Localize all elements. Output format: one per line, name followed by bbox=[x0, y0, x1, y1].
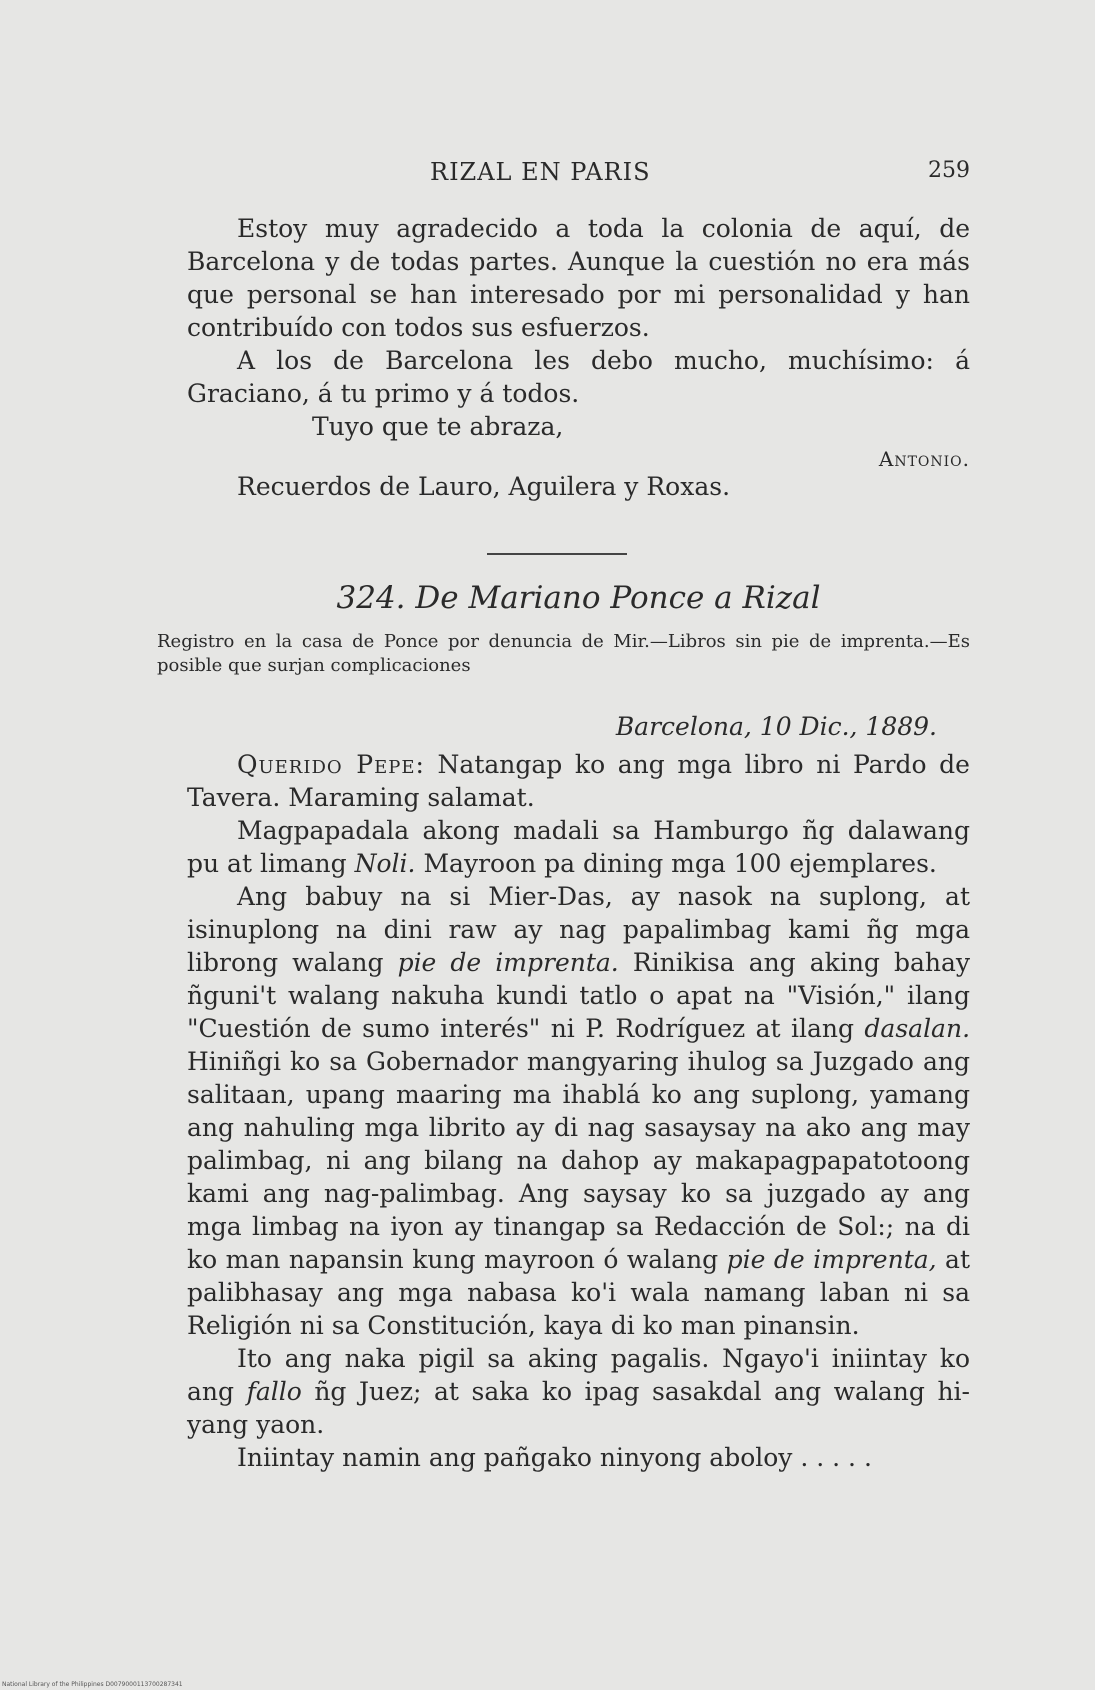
paragraph: Iniintay namin ang pañgako ninyong aboloy . . . . . bbox=[237, 1443, 872, 1472]
paragraph: A los de Barcelona les debo mucho, muchísimo: á Graciano, á tu primo y á todos. bbox=[187, 346, 970, 408]
letter-end bbox=[187, 212, 970, 503]
letter-body bbox=[187, 748, 970, 1474]
scan-credit: National Library of the Philippines D0079000113700287341 bbox=[2, 1681, 183, 1688]
closing: Tuyo que te abraza, bbox=[312, 412, 564, 441]
place-date: Barcelona, 10 Dic., 1889. bbox=[615, 712, 937, 741]
page-number: 259 bbox=[928, 158, 970, 183]
letter-title: 324. De Mariano Ponce a Rizal bbox=[336, 580, 821, 616]
letter-summary: Registro en la casa de Ponce por denuncia de Mir.—Libros sin pie de imprenta.—Es posible que surjan complicaciones bbox=[157, 631, 970, 676]
signature: Antonio. bbox=[878, 447, 970, 471]
paragraph: Ito ang naka pigil sa aking pagalis. Ngayo'i iniintay ko ang fallo ñg Juez; at saka ko ipag sasakdal ang walang hi-yang yaon. bbox=[187, 1344, 970, 1439]
page-header bbox=[430, 158, 970, 188]
salutation: Querido Pepe: bbox=[237, 750, 425, 779]
paragraph: Magpapadala akong madali sa Hamburgo ñg dalawang pu at limang Noli. Mayroon pa dining mga 100 ejemplares. bbox=[187, 816, 970, 878]
running-title: RIZAL EN PARIS bbox=[430, 158, 651, 186]
section-divider bbox=[487, 553, 627, 555]
postscript: Recuerdos de Lauro, Aguilera y Roxas. bbox=[237, 472, 731, 501]
paragraph: Querido Pepe: Natangap ko ang mga libro ni Pardo de Tavera. Maraming salamat. bbox=[187, 750, 970, 812]
paragraph: Estoy muy agradecido a toda la colonia de aquí, de Barcelona y de todas partes. Aunque la cuestión no era más que personal se han interesado por mi personalidad y han contribuído con todos sus esfuerzos. bbox=[187, 214, 970, 342]
paragraph: Ang babuy na si Mier-Das, ay nasok na suplong, at isinuplong na dini raw ay nag papalimbag kami ñg mga librong walang pie de imprenta. Rinikisa ang aking bahay ñguni't walang nakuha kundi tatlo o apat na "Visión," ilang "Cuestión de sumo interés" ni P. Rodríguez at ilang dasalan. Hiniñgi ko sa Gobernador mangyaring ihulog sa Juzgado ang salitaan, upang maaring ma ihablá ko ang suplong, yamang ang nahuling mga librito ay di nag sasaysay na ako ang may palimbag, ni ang bilang na dahop ay makapagpapatotoong kami ang nag-palimbag. Ang saysay ko sa juzgado ay ang mga limbag na iyon ay tinangap sa Redacción de Sol:; na di ko man napansin kung mayroon ó walang pie de imprenta, at palibhasay ang mga nabasa ko'i wala namang laban ni sa Religión ni sa Constitución, kaya di ko man pinansin. bbox=[187, 882, 971, 1340]
